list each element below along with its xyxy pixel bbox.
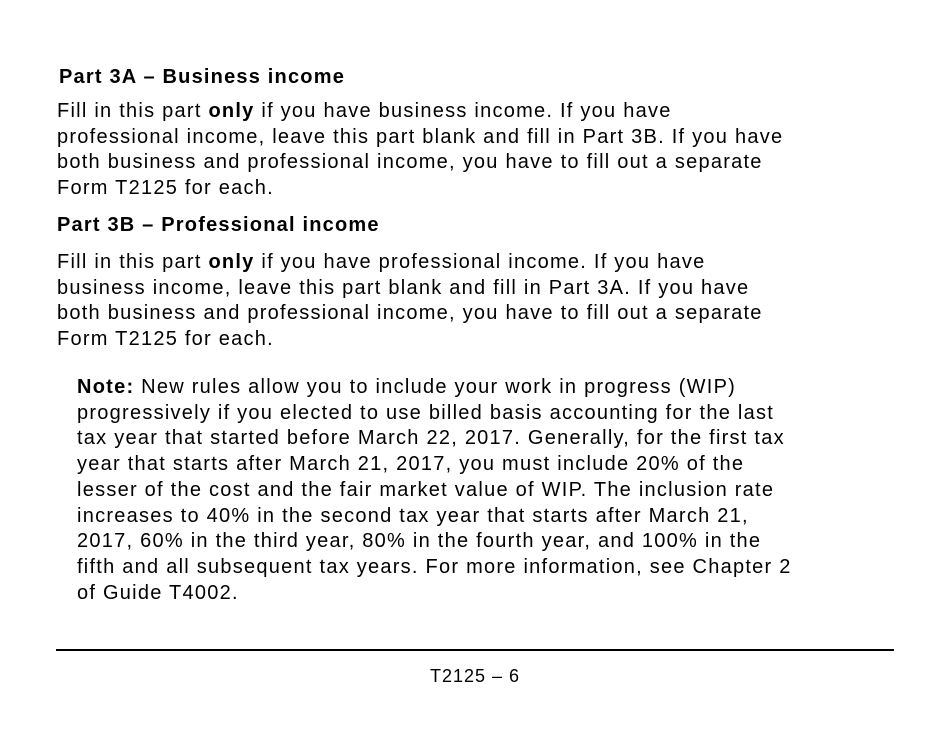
part-3a-line-2: professional income, leave this part blank and fill in Part 3B. If you have <box>57 125 784 148</box>
part-3b-line-1-start: Fill in this part <box>57 251 209 273</box>
part-3b-emphasis: only <box>208 251 255 273</box>
part-3a-emphasis: only <box>208 100 255 122</box>
part-3a-line-1 <box>57 99 783 125</box>
part-3a-paragraph <box>57 99 783 202</box>
part-3a-line-3: both business and professional income, you have to fill out a separate <box>57 151 763 174</box>
note-line-5: lesser of the cost and the fair market value of WIP. The inclusion rate <box>77 478 775 501</box>
part-3b-heading: Part 3B – Professional income <box>57 214 380 236</box>
part-3a-line-1-end: if you have business income. If you have <box>254 100 672 122</box>
note-line-6: increases to 40% in the second tax year that starts after March 21, <box>77 504 749 527</box>
wip-note <box>77 375 792 606</box>
note-label: Note: <box>77 376 135 398</box>
part-3b-line-2: business income, leave this part blank and fill in Part 3A. If you have <box>57 276 750 299</box>
part-3b-paragraph <box>57 250 763 353</box>
note-line-9: of Guide T4002. <box>77 581 239 604</box>
part-3b-line-3: both business and professional income, you have to fill out a separate <box>57 302 763 325</box>
part-3a-heading: Part 3A – Business income <box>59 66 346 88</box>
note-line-7: 2017, 60% in the third year, 80% in the fourth year, and 100% in the <box>77 530 762 553</box>
part-3b-line-1-end: if you have professional income. If you have <box>254 251 706 273</box>
note-line-3: tax year that started before March 22, 2017. Generally, for the first tax <box>77 427 785 450</box>
page-number: T2125 – 6 <box>429 666 521 686</box>
part-3b-line-1 <box>57 250 763 276</box>
note-line-2: progressively if you elected to use billed basis accounting for the last <box>77 401 775 424</box>
footer-divider <box>56 649 894 651</box>
note-line-8: fifth and all subsequent tax years. For more information, see Chapter 2 <box>77 555 792 578</box>
part-3a-line-1-start: Fill in this part <box>57 100 209 122</box>
part-3a-line-4: Form T2125 for each. <box>57 177 274 200</box>
note-line-1 <box>77 375 792 401</box>
part-3b-line-4: Form T2125 for each. <box>57 328 274 351</box>
note-line-4: year that starts after March 21, 2017, you must include 20% of the <box>77 453 745 476</box>
note-line-1-text: New rules allow you to include your work in progress (WIP) <box>134 376 737 398</box>
